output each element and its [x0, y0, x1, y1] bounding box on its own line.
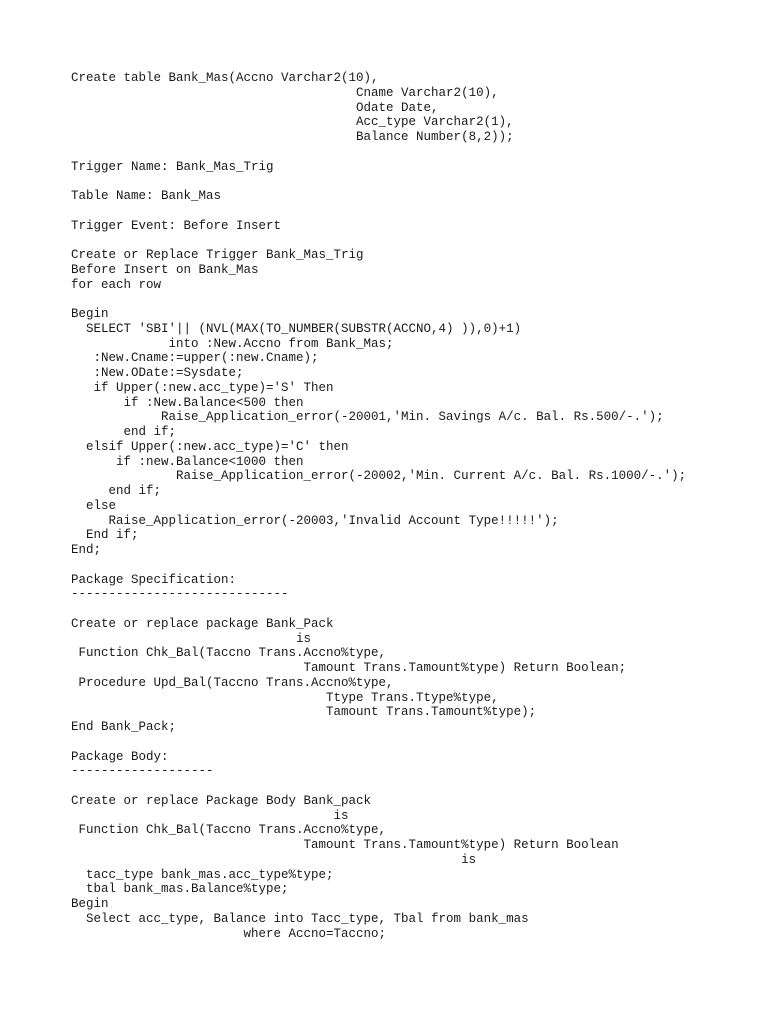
code-line: Create or replace Package Body Bank_pack [71, 793, 372, 808]
code-line: Tamount Trans.Tamount%type) Return Boolean [71, 838, 619, 852]
code-line: if Upper(:new.acc_type)='S' Then [71, 380, 334, 395]
code-line: end if; [71, 484, 162, 498]
code-line: Odate Date, [71, 100, 439, 115]
code-line: into :New.Accno from Bank_Mas; [71, 336, 394, 351]
code-line: end if; [71, 425, 177, 439]
code-line: for each row [71, 277, 162, 292]
code-line: Balance Number(8,2)); [71, 130, 514, 144]
code-line: is [71, 852, 477, 867]
document-page [71, 71, 768, 941]
code-line: Tamount Trans.Tamount%type); [71, 705, 537, 720]
code-line: Raise_Application_error(-20001,'Min. Savings A/c. Bal. Rs.500/-.'); [71, 410, 664, 425]
code-line: Procedure Upd_Bal(Taccno Trans.Accno%type, [71, 675, 394, 690]
code-line: if :new.Balance<1000 then [71, 454, 304, 469]
code-line [71, 174, 768, 189]
code-line: Trigger Event: Before Insert [71, 218, 282, 233]
code-line: Trigger Name: Bank_Mas_Trig [71, 159, 274, 174]
code-line: Begin [71, 307, 109, 321]
code-line: Select acc_type, Balance into Tacc_type, Tbal from bank_mas [71, 911, 529, 926]
code-line: is [71, 808, 349, 823]
code-line [71, 292, 768, 307]
code-line: elsif Upper(:new.acc_type)='C' then [71, 439, 349, 454]
code-line: Before Insert on Bank_Mas [71, 262, 259, 277]
code-line: tbal bank_mas.Balance%type; [71, 882, 289, 897]
code-line: End if; [71, 528, 139, 543]
code-line: End; [71, 543, 102, 557]
code-line: Package Body: [71, 749, 169, 764]
code-line: ----------------------------- [71, 587, 289, 602]
code-line: tacc_type bank_mas.acc_type%type; [71, 867, 334, 882]
code-line: :New.Cname:=upper(:new.Cname); [71, 351, 319, 366]
code-line: End Bank_Pack; [71, 720, 177, 734]
code-line: ------------------- [71, 764, 214, 779]
code-line: Ttype Trans.Ttype%type, [71, 690, 499, 705]
code-line: Cname Varchar2(10), [71, 85, 499, 100]
code-line: Tamount Trans.Tamount%type) Return Boolean; [71, 661, 627, 675]
code-line: Table Name: Bank_Mas [71, 189, 222, 203]
code-line [71, 735, 768, 750]
code-line: where Accno=Taccno; [71, 926, 387, 941]
code-line: SELECT 'SBI'|| (NVL(MAX(TO_NUMBER(SUBSTR(ACCNO,4) )),0)+1) [71, 321, 522, 336]
code-line [71, 779, 768, 794]
code-line [71, 233, 768, 248]
code-line: Function Chk_Bal(Taccno Trans.Accno%type, [71, 823, 387, 838]
code-line: Create or replace package Bank_Pack [71, 616, 334, 631]
code-line [71, 558, 768, 573]
code-line: Raise_Application_error(-20003,'Invalid Account Type!!!!!'); [71, 513, 559, 528]
code-line: Function Chk_Bal(Taccno Trans.Accno%type, [71, 646, 387, 661]
code-line: Create or Replace Trigger Bank_Mas_Trig [71, 248, 364, 262]
code-listing [71, 71, 768, 941]
code-line: Create table Bank_Mas(Accno Varchar2(10), [71, 71, 379, 85]
code-line: if :New.Balance<500 then [71, 395, 304, 410]
code-line: Raise_Application_error(-20002,'Min. Current A/c. Bal. Rs.1000/-.'); [71, 469, 687, 484]
code-line: :New.ODate:=Sysdate; [71, 366, 244, 380]
code-line [71, 602, 768, 617]
code-line [71, 145, 768, 160]
code-line: else [71, 498, 117, 513]
code-line: Acc_type Varchar2(1), [71, 115, 514, 130]
code-line: Begin [71, 897, 109, 911]
code-line [71, 204, 768, 219]
code-line: is [71, 631, 312, 646]
code-line: Package Specification: [71, 572, 237, 587]
